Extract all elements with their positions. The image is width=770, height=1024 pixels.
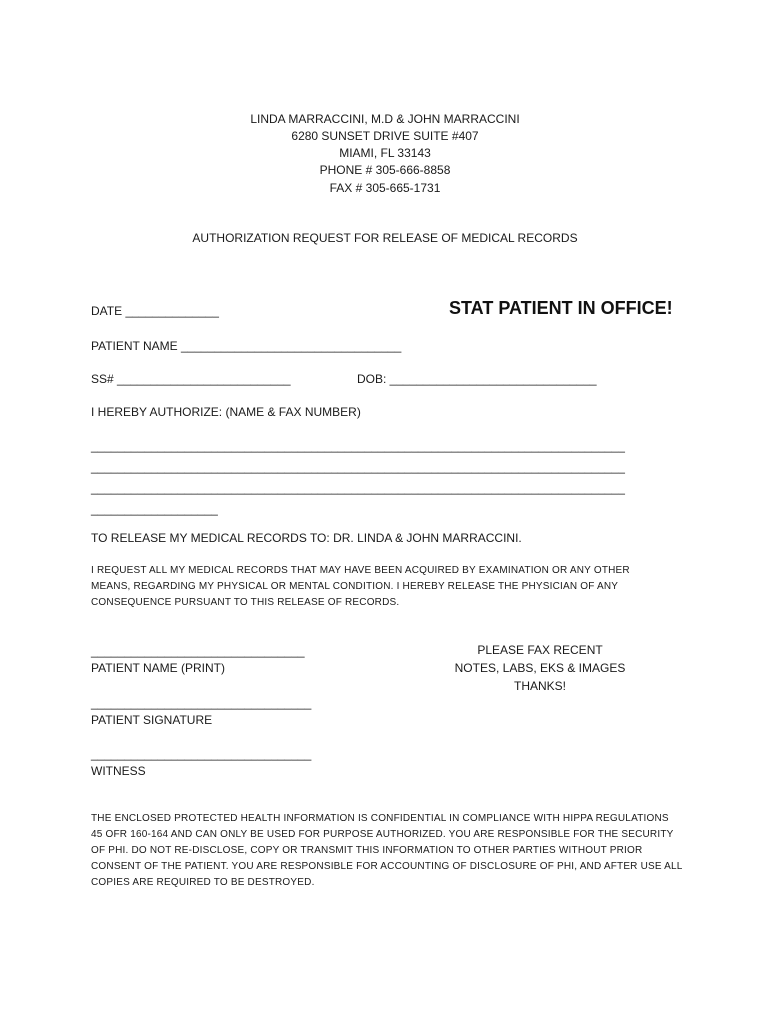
ss-field[interactable]: SS# __________________________ [91,372,291,386]
authorize-label: I HEREBY AUTHORIZE: (NAME & FAX NUMBER) [91,405,361,419]
date-field[interactable]: DATE ______________ [91,304,219,318]
header-phone: PHONE # 305-666-8858 [319,163,451,177]
witness-label: WITNESS [91,764,146,778]
authorize-blank-line[interactable]: ________________________________________________________________________________ [91,439,625,453]
request-paragraph-line: MEANS, REGARDING MY PHYSICAL OR MENTAL CONDITION. I HEREBY RELEASE THE PHYSICIAN OF ANY [91,581,619,592]
header-name: LINDA MARRACCINI, M.D & JOHN MARRACCINI [250,112,520,126]
request-paragraph-line: CONSEQUENCE PURSUANT TO THIS RELEASE OF RECORDS. [91,597,400,608]
witness-line[interactable]: _________________________________ [91,747,312,761]
confidentiality-line: COPIES ARE REQUIRED TO BE DESTROYED. [91,877,315,888]
header-address: 6280 SUNSET DRIVE SUITE #407 [291,129,479,143]
dob-field[interactable]: DOB: _______________________________ [357,372,597,386]
patient-signature-line[interactable]: _________________________________ [91,696,312,710]
release-to-text: TO RELEASE MY MEDICAL RECORDS TO: DR. LINDA & JOHN MARRACCINI. [91,531,522,545]
fax-note-line: THANKS! [513,679,566,693]
authorize-blank-line[interactable]: ___________________ [91,502,218,516]
patient-name-field[interactable]: PATIENT NAME _________________________________ [91,339,402,353]
confidentiality-line: CONSENT OF THE PATIENT. YOU ARE RESPONSIBLE FOR ACCOUNTING OF DISCLOSURE OF PHI, AND AFTER USE ALL [91,861,683,872]
header-city: MIAMI, FL 33143 [339,146,431,160]
confidentiality-line: 45 OFR 160-164 AND CAN ONLY BE USED FOR PURPOSE AUTHORIZED. YOU ARE RESPONSIBLE FOR THE SECURITY [91,829,674,840]
confidentiality-line: THE ENCLOSED PROTECTED HEALTH INFORMATION IS CONFIDENTIAL IN COMPLIANCE WITH HIPPA REGULATIONS [91,813,669,824]
authorize-blank-line[interactable]: ________________________________________________________________________________ [91,460,625,474]
page-title: AUTHORIZATION REQUEST FOR RELEASE OF MEDICAL RECORDS [192,231,578,245]
authorize-blank-line[interactable]: ________________________________________________________________________________ [91,481,625,495]
patient-print-line[interactable]: ________________________________ [91,644,305,658]
fax-note-line: NOTES, LABS, EKS & IMAGES [454,661,626,675]
header-fax: FAX # 305-665-1731 [329,181,441,195]
patient-signature-label: PATIENT SIGNATURE [91,713,213,727]
request-paragraph-line: I REQUEST ALL MY MEDICAL RECORDS THAT MAY HAVE BEEN ACQUIRED BY EXAMINATION OR ANY OTHER [91,565,630,576]
patient-print-label: PATIENT NAME (PRINT) [91,661,226,675]
confidentiality-line: OF PHI. DO NOT RE-DISCLOSE, COPY OR TRANSMIT THIS INFORMATION TO OTHER PARTIES WITHOUT PRIOR [91,845,643,856]
stat-notice: STAT PATIENT IN OFFICE! [449,298,673,318]
fax-note-line: PLEASE FAX RECENT [477,643,603,657]
